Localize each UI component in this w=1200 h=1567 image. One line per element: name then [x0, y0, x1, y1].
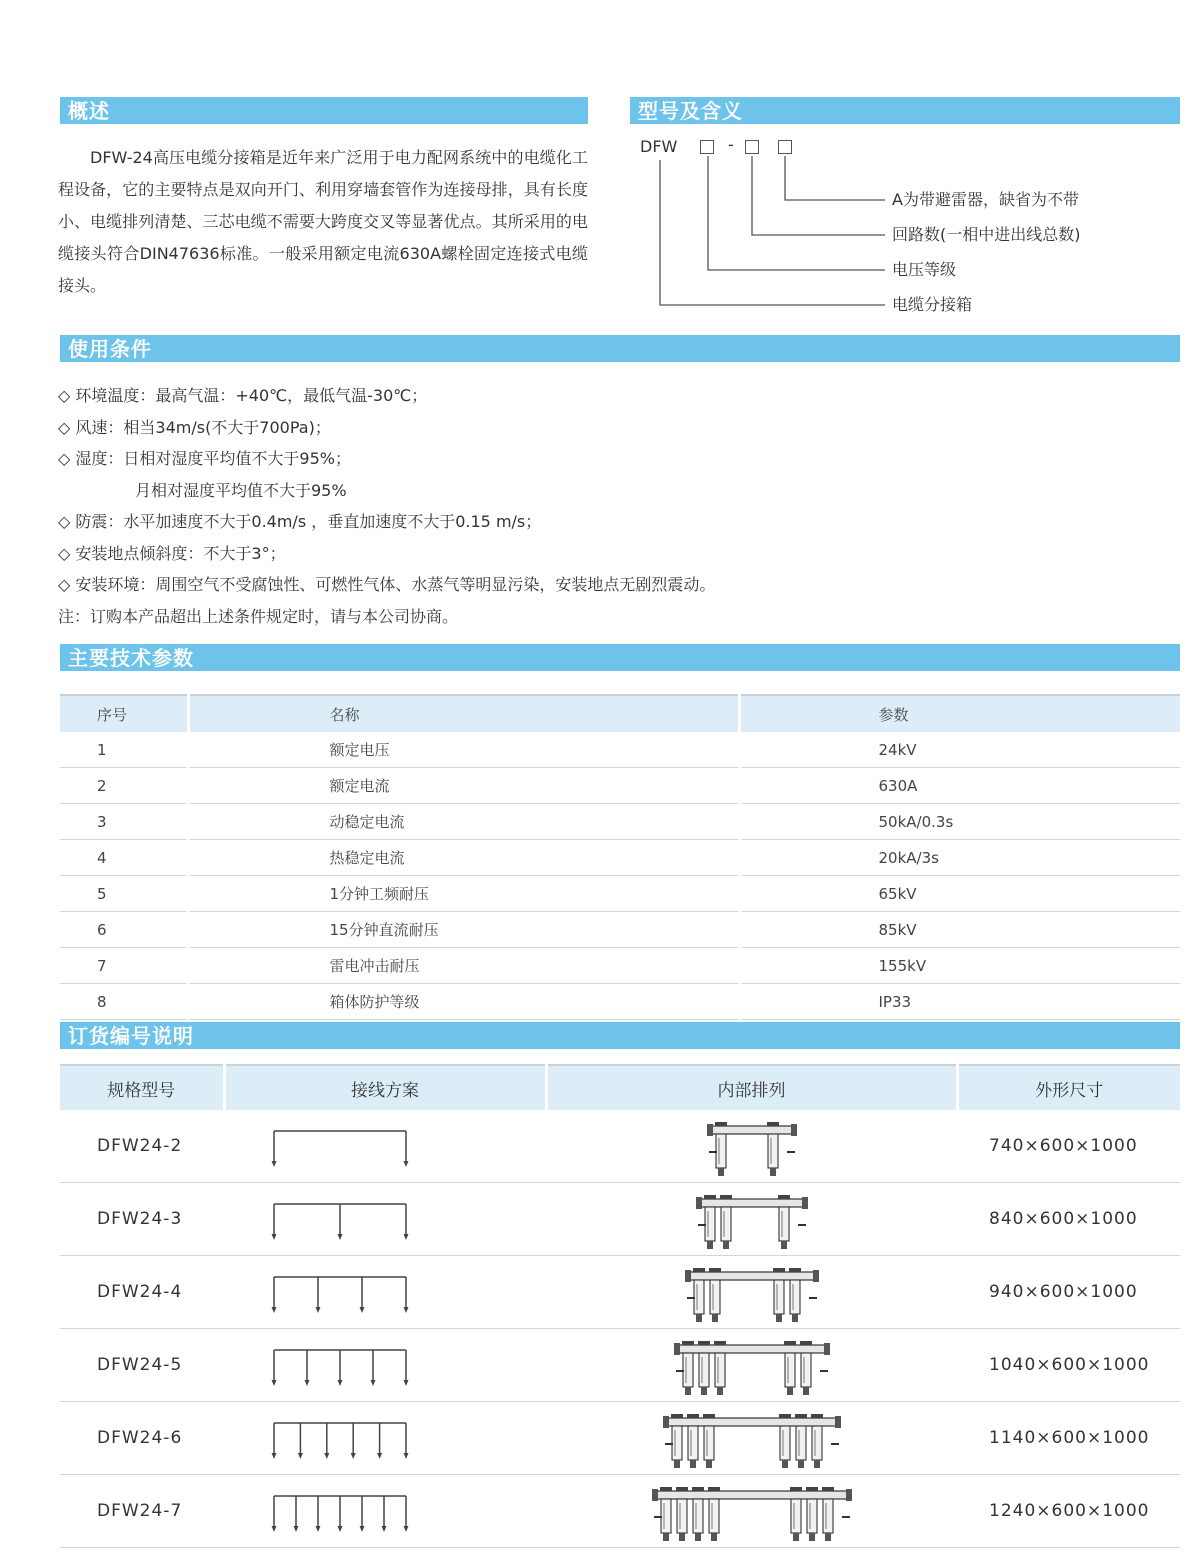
spec-cell-name: 动稳定电流 — [188, 804, 739, 840]
model-meaning-header: 型号及含义 — [630, 97, 1180, 124]
order-cell-dim: 1240×600×1000 — [957, 1475, 1180, 1548]
internal-layout-diagram — [694, 1189, 810, 1249]
wiring-arrow-icon — [293, 1526, 298, 1532]
order-cell-wiring — [224, 1329, 546, 1402]
spec-cell-value: 630A — [739, 768, 1180, 804]
order-header-row — [60, 1065, 1180, 1110]
spec-cell-name: 1分钟工频耐压 — [188, 876, 739, 912]
order-header-dim: 外形尺寸 — [957, 1065, 1180, 1110]
order-cell-model: DFW24-7 — [60, 1475, 224, 1548]
order-cell-wiring — [224, 1256, 546, 1329]
layout-end-cap — [707, 1124, 713, 1136]
spec-cell-value: 65kV — [739, 876, 1180, 912]
table-row — [60, 876, 1180, 912]
layout-end-cap — [835, 1416, 841, 1428]
spec-cell-value: 24kV — [739, 732, 1180, 768]
order-cell-dim: 740×600×1000 — [957, 1110, 1180, 1183]
spec-cell-name: 箱体防护等级 — [188, 984, 739, 1020]
spec-header-name: 名称 — [188, 695, 739, 732]
layout-end-cap — [813, 1270, 819, 1282]
wiring-arrow-icon — [271, 1307, 276, 1313]
condition-item: ◇ 湿度：日相对湿度平均值不大于95%； — [58, 449, 351, 468]
wiring-arrow-icon — [271, 1161, 276, 1167]
spec-cell-name: 额定电流 — [188, 768, 739, 804]
spec-cell-name: 雷电冲击耐压 — [188, 948, 739, 984]
wiring-arrow-icon — [350, 1453, 355, 1459]
layout-busbar — [688, 1272, 816, 1280]
spec-cell-no: 7 — [60, 948, 188, 984]
internal-layout-diagram — [705, 1116, 799, 1176]
order-cell-layout — [546, 1110, 957, 1183]
wiring-diagram — [266, 1123, 416, 1169]
table-row — [60, 840, 1180, 876]
spec-cell-no: 4 — [60, 840, 188, 876]
order-cell-model: DFW24-4 — [60, 1256, 224, 1329]
spec-cell-name: 额定电压 — [188, 732, 739, 768]
table-row — [60, 768, 1180, 804]
order-cell-layout — [546, 1183, 957, 1256]
order-table — [60, 1064, 1180, 1548]
order-header: 订货编号说明 — [60, 1022, 1180, 1049]
label-voltage: 电压等级 — [892, 260, 957, 279]
wiring-arrow-icon — [403, 1234, 408, 1240]
wiring-arrow-icon — [403, 1526, 408, 1532]
overview-text: DFW-24高压电缆分接箱是近年来广泛用于电力配网系统中的电缆化工程设备，它的主要特点是双向开门、利用穿墙套管作为连接母排，具有长度小、电缆排列清楚、三芯电缆不需要大跨度交叉等显著优点。其所采用的电缆接头符合DIN47636标准。一般采用额定电流630A螺栓固定连接式电缆接头。 — [58, 148, 588, 295]
wiring-arrow-icon — [297, 1453, 302, 1459]
wiring-arrow-icon — [304, 1380, 309, 1386]
layout-end-cap — [846, 1489, 852, 1501]
wiring-arrow-icon — [403, 1380, 408, 1386]
table-row — [60, 732, 1180, 768]
wiring-arrow-icon — [359, 1307, 364, 1313]
spec-cell-no: 6 — [60, 912, 188, 948]
label-arrester: A为带避雷器，缺省为不带 — [892, 190, 1079, 209]
spec-cell-no: 3 — [60, 804, 188, 840]
conditions-list — [58, 380, 715, 632]
spec-header-no: 序号 — [60, 695, 188, 732]
spec-header-value: 参数 — [739, 695, 1180, 732]
layout-end-cap — [663, 1416, 669, 1428]
condition-item: 月相对湿度平均值不大于95% — [135, 480, 347, 500]
order-header-layout: 内部排列 — [546, 1065, 957, 1110]
layout-busbar — [655, 1491, 849, 1499]
wiring-diagram — [266, 1196, 416, 1242]
table-row — [60, 1256, 1180, 1329]
wiring-arrow-icon — [337, 1234, 342, 1240]
wiring-arrow-icon — [271, 1380, 276, 1386]
wiring-diagram — [266, 1269, 416, 1315]
wiring-arrow-icon — [403, 1161, 408, 1167]
condition-item: ◇ 安装地点倾斜度：不大于3°； — [58, 543, 286, 563]
internal-layout-diagram — [683, 1262, 821, 1322]
spec-cell-value: IP33 — [739, 984, 1180, 1020]
model-meaning-leader-lines — [0, 0, 1200, 330]
table-row — [60, 948, 1180, 984]
spec-cell-no: 1 — [60, 732, 188, 768]
condition-item: ◇ 环境温度：最高气温：+40℃，最低气温-30℃； — [58, 386, 428, 405]
wiring-arrow-icon — [315, 1526, 320, 1532]
internal-layout-diagram — [672, 1335, 832, 1395]
order-header-wiring: 接线方案 — [224, 1065, 546, 1110]
spec-header-row — [60, 695, 1180, 732]
wiring-arrow-icon — [324, 1453, 329, 1459]
order-cell-dim: 940×600×1000 — [957, 1256, 1180, 1329]
condition-note: 注：订购本产品超出上述条件规定时，请与本公司协商。 — [58, 606, 459, 626]
wiring-diagram — [266, 1342, 416, 1388]
table-row — [60, 804, 1180, 840]
order-cell-wiring — [224, 1402, 546, 1475]
order-cell-model: DFW24-5 — [60, 1329, 224, 1402]
spec-cell-name: 15分钟直流耐压 — [188, 912, 739, 948]
model-dash: - — [728, 135, 734, 154]
wiring-arrow-icon — [315, 1307, 320, 1313]
table-row — [60, 1475, 1180, 1548]
order-cell-layout — [546, 1402, 957, 1475]
model-code: DFW — [640, 137, 678, 156]
spec-cell-value: 155kV — [739, 948, 1180, 984]
label-box-type: 电缆分接箱 — [892, 295, 973, 314]
table-row — [60, 1329, 1180, 1402]
wiring-arrow-icon — [359, 1526, 364, 1532]
layout-end-cap — [802, 1197, 808, 1209]
order-cell-dim: 840×600×1000 — [957, 1183, 1180, 1256]
wiring-arrow-icon — [337, 1380, 342, 1386]
wiring-diagram — [266, 1488, 416, 1534]
overview-header: 概述 — [60, 97, 588, 124]
spec-cell-no: 5 — [60, 876, 188, 912]
order-cell-wiring — [224, 1475, 546, 1548]
order-cell-layout — [546, 1256, 957, 1329]
layout-busbar — [677, 1345, 827, 1353]
order-cell-wiring — [224, 1183, 546, 1256]
params-header: 主要技术参数 — [60, 644, 1180, 671]
order-cell-dim: 1040×600×1000 — [957, 1329, 1180, 1402]
wiring-arrow-icon — [271, 1526, 276, 1532]
layout-busbar — [710, 1126, 794, 1134]
conditions-header: 使用条件 — [60, 335, 1180, 362]
spec-cell-no: 2 — [60, 768, 188, 804]
layout-end-cap — [791, 1124, 797, 1136]
table-row — [60, 912, 1180, 948]
spec-table — [60, 694, 1180, 1020]
wiring-arrow-icon — [403, 1453, 408, 1459]
table-row — [60, 1402, 1180, 1475]
table-row — [60, 1110, 1180, 1183]
wiring-diagram — [266, 1415, 416, 1461]
internal-layout-diagram — [661, 1408, 843, 1468]
spec-cell-value: 20kA/3s — [739, 840, 1180, 876]
order-cell-model: DFW24-3 — [60, 1183, 224, 1256]
spec-cell-value: 50kA/0.3s — [739, 804, 1180, 840]
order-cell-layout — [546, 1329, 957, 1402]
order-cell-layout — [546, 1475, 957, 1548]
condition-item: ◇ 安装环境：周围空气不受腐蚀性、可燃性气体、水蒸气等明显污染，安装地点无剧烈震动。 — [58, 575, 716, 594]
wiring-arrow-icon — [337, 1526, 342, 1532]
layout-end-cap — [652, 1489, 658, 1501]
order-cell-wiring — [224, 1110, 546, 1183]
condition-item: ◇ 防震：水平加速度不大于0.4m/s ，垂直加速度不大于0.15 m/s； — [58, 512, 542, 531]
layout-busbar — [666, 1418, 838, 1426]
wiring-arrow-icon — [271, 1234, 276, 1240]
order-header-model: 规格型号 — [60, 1065, 224, 1110]
order-cell-dim: 1140×600×1000 — [957, 1402, 1180, 1475]
label-circuits: 回路数(一相中进出线总数) — [892, 225, 1081, 244]
wiring-arrow-icon — [381, 1526, 386, 1532]
layout-end-cap — [685, 1270, 691, 1282]
internal-layout-diagram — [650, 1481, 854, 1541]
order-cell-model: DFW24-6 — [60, 1402, 224, 1475]
table-row — [60, 1183, 1180, 1256]
wiring-arrow-icon — [403, 1307, 408, 1313]
layout-end-cap — [824, 1343, 830, 1355]
layout-busbar — [699, 1199, 805, 1207]
layout-end-cap — [696, 1197, 702, 1209]
condition-item: ◇ 风速：相当34m/s(不大于700Pa)； — [58, 417, 331, 437]
spec-cell-no: 8 — [60, 984, 188, 1020]
spec-cell-value: 85kV — [739, 912, 1180, 948]
order-cell-model: DFW24-2 — [60, 1110, 224, 1183]
layout-end-cap — [674, 1343, 680, 1355]
table-row — [60, 984, 1180, 1020]
wiring-arrow-icon — [370, 1380, 375, 1386]
wiring-arrow-icon — [271, 1453, 276, 1459]
wiring-arrow-icon — [377, 1453, 382, 1459]
spec-cell-name: 热稳定电流 — [188, 840, 739, 876]
